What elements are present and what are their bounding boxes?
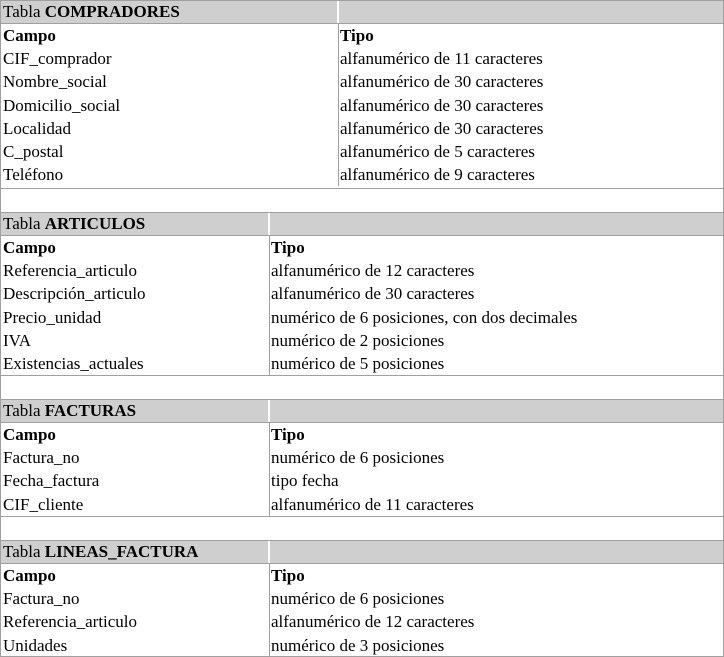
field-type-cell: alfanumérico de 11 caracteres bbox=[340, 49, 543, 69]
field-type-cell: alfanumérico de 5 caracteres bbox=[340, 141, 535, 161]
field-type-cell: alfanumérico de 11 caracteres bbox=[271, 494, 474, 514]
table-row bbox=[1, 94, 723, 117]
table-title-prefix: Tabla bbox=[3, 542, 41, 561]
field-name-cell: Referencia_articulo bbox=[1, 610, 270, 633]
table-title-prefix: Tabla bbox=[3, 2, 41, 21]
table-title bbox=[1, 541, 270, 563]
field-type-cell: numérico de 3 posiciones bbox=[271, 635, 445, 655]
table-row bbox=[1, 117, 723, 140]
table-title-prefix: Tabla bbox=[3, 214, 41, 233]
column-header-tipo: Tipo bbox=[271, 566, 305, 585]
column-header-campo: Campo bbox=[1, 423, 270, 446]
table-title-row bbox=[1, 400, 723, 423]
column-header-row bbox=[1, 236, 723, 259]
column-header-campo: Campo bbox=[1, 564, 270, 587]
column-header-row bbox=[1, 423, 723, 446]
table-row bbox=[1, 47, 723, 70]
field-type-cell: alfanumérico de 30 caracteres bbox=[340, 72, 544, 92]
field-name-cell: Teléfono bbox=[1, 163, 339, 186]
field-name-cell: C_postal bbox=[1, 140, 339, 163]
table-title-name: FACTURAS bbox=[44, 401, 137, 420]
table-row bbox=[1, 70, 723, 93]
table-row bbox=[1, 140, 723, 163]
field-name-cell: Referencia_articulo bbox=[1, 259, 270, 282]
field-name-cell: IVA bbox=[1, 329, 270, 352]
field-name-cell: Domicilio_social bbox=[1, 94, 339, 117]
field-name-cell: Descripción_articulo bbox=[1, 282, 270, 305]
table-title-empty-cell bbox=[339, 1, 723, 23]
table-title-name: ARTICULOS bbox=[44, 214, 146, 233]
field-type-cell: alfanumérico de 30 caracteres bbox=[340, 118, 544, 138]
field-type-cell: tipo fecha bbox=[271, 471, 339, 491]
table-row bbox=[1, 329, 723, 352]
field-type-cell: alfanumérico de 12 caracteres bbox=[271, 261, 475, 281]
table-row bbox=[1, 306, 723, 329]
field-name-cell: Existencias_actuales bbox=[1, 352, 270, 375]
table-title-row bbox=[1, 541, 723, 564]
table-title bbox=[1, 1, 339, 23]
field-name-cell: CIF_comprador bbox=[1, 47, 339, 70]
table-title bbox=[1, 400, 270, 422]
field-type-cell: alfanumérico de 30 caracteres bbox=[271, 284, 475, 304]
field-type-cell: alfanumérico de 9 caracteres bbox=[340, 165, 535, 185]
table-title bbox=[1, 213, 270, 235]
field-name-cell: Unidades bbox=[1, 634, 270, 657]
column-header-row bbox=[1, 24, 723, 47]
table-row bbox=[1, 493, 723, 516]
table-row bbox=[1, 610, 723, 633]
field-type-cell: alfanumérico de 30 caracteres bbox=[340, 95, 544, 115]
field-name-cell: Factura_no bbox=[1, 587, 270, 610]
table-compradores bbox=[1, 1, 723, 189]
table-title-name: LINEAS_FACTURA bbox=[44, 542, 199, 561]
table-row bbox=[1, 634, 723, 657]
table-row bbox=[1, 352, 723, 375]
table-title-empty-cell bbox=[270, 213, 723, 235]
field-name-cell: Precio_unidad bbox=[1, 306, 270, 329]
field-name-cell: Localidad bbox=[1, 117, 339, 140]
table-row bbox=[1, 587, 723, 610]
column-header-campo: Campo bbox=[1, 236, 270, 259]
column-header-tipo: Tipo bbox=[271, 238, 305, 257]
field-type-cell: alfanumérico de 12 caracteres bbox=[271, 612, 475, 632]
field-name-cell: Nombre_social bbox=[1, 70, 339, 93]
table-title-name: COMPRADORES bbox=[44, 2, 180, 21]
table-row bbox=[1, 469, 723, 492]
table-articulos bbox=[1, 212, 723, 376]
table-lineas-factura bbox=[1, 540, 723, 656]
table-facturas bbox=[1, 399, 723, 517]
field-type-cell: numérico de 6 posiciones, con dos decimales bbox=[271, 307, 578, 327]
column-header-row bbox=[1, 564, 723, 587]
table-row bbox=[1, 259, 723, 282]
field-name-cell: CIF_cliente bbox=[1, 493, 270, 516]
table-row bbox=[1, 282, 723, 305]
field-type-cell: numérico de 5 posiciones bbox=[271, 353, 445, 373]
table-title-row bbox=[1, 213, 723, 236]
field-type-cell: numérico de 6 posiciones bbox=[271, 589, 445, 609]
column-header-campo: Campo bbox=[1, 24, 339, 47]
field-type-cell: numérico de 2 posiciones bbox=[271, 330, 445, 350]
field-name-cell: Fecha_factura bbox=[1, 469, 270, 492]
table-row bbox=[1, 446, 723, 469]
table-title-empty-cell bbox=[270, 541, 723, 563]
field-name-cell: Factura_no bbox=[1, 446, 270, 469]
column-header-tipo: Tipo bbox=[340, 26, 374, 45]
table-row bbox=[1, 163, 723, 186]
table-title-prefix: Tabla bbox=[3, 401, 41, 420]
table-title-row bbox=[1, 1, 723, 24]
column-header-tipo: Tipo bbox=[271, 425, 305, 444]
table-title-empty-cell bbox=[270, 400, 723, 422]
field-type-cell: numérico de 6 posiciones bbox=[271, 448, 445, 468]
